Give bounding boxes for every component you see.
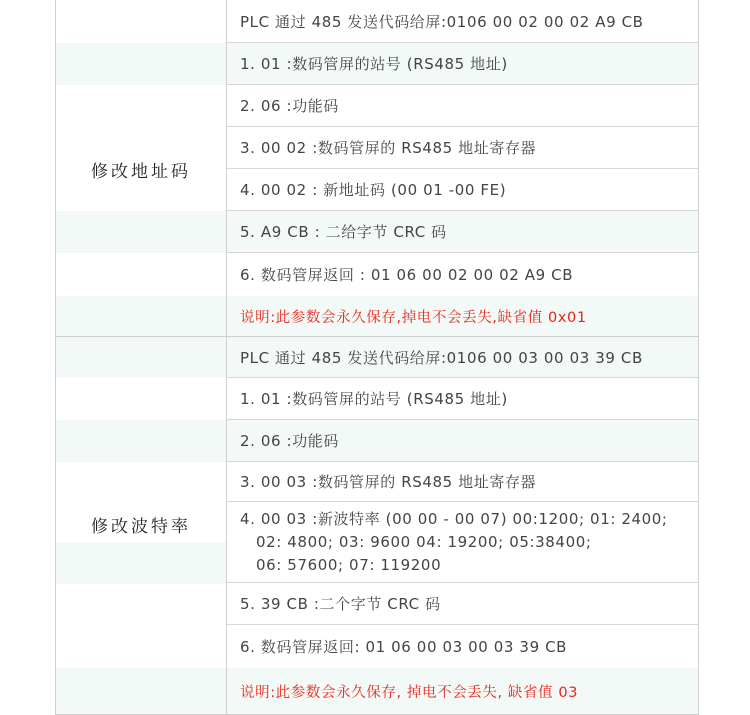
baud-options-line: 02: 4800; 03: 9600 04: 19200; 05:38400; [256,533,592,551]
section-label-cell [56,337,227,714]
table-row: PLC 通过 485 发送代码给屏:0106 00 03 00 03 39 CB [227,337,698,378]
stripe [56,211,226,253]
table-row: 3. 00 02 :数码管屏的 RS485 地址寄存器 [227,127,698,169]
note-row: 说明:此参数会永久保存, 掉电不会丢失, 缺省值 03 [227,668,698,714]
baud-options-line: 4. 00 03 :新波特率 (00 00 - 00 07) 00:1200; 01: 2400; [240,510,668,528]
table-row: 4. 00 02 : 新地址码 (00 01 -00 FE) [227,169,698,211]
stripe [56,43,226,85]
section-content [227,0,698,336]
baud-options-line: 06: 57600; 07: 119200 [256,556,442,574]
table-row: 1. 01 :数码管屏的站号 (RS485 地址) [227,43,698,85]
section-change-baud-rate [56,336,698,714]
note-row: 说明:此参数会永久保存,掉电不会丢失,缺省值 0x01 [227,296,698,336]
table-row: 5. 39 CB :二个字节 CRC 码 [227,583,698,625]
table-row: 1. 01 :数码管屏的站号 (RS485 地址) [227,378,698,420]
stripe [56,668,226,714]
table-row: 2. 06 :功能码 [227,85,698,127]
section-label: 修改波特率 [91,517,191,537]
stripe [56,542,226,584]
table-row: 6. 数码管屏返回: 01 06 00 03 00 03 39 CB [240,638,568,656]
stripe [56,337,226,378]
section-label-cell [56,0,227,336]
baud-options-row [227,502,698,583]
section-change-address [56,0,698,336]
table-row: 5. A9 CB : 二给字节 CRC 码 [227,211,698,253]
table-row: 6. 数码管屏返回 : 01 06 00 02 00 02 A9 CB [240,266,574,284]
register-table [55,0,699,715]
table-row: 2. 06 :功能码 [227,420,698,462]
stripe [56,420,226,462]
table-row: PLC 通过 485 发送代码给屏:0106 00 02 00 02 A9 CB [227,0,698,43]
section-label: 修改地址码 [91,162,191,182]
table-row: 3. 00 03 :数码管屏的 RS485 地址寄存器 [227,462,698,502]
stripe [56,296,226,336]
section-content [227,337,698,714]
